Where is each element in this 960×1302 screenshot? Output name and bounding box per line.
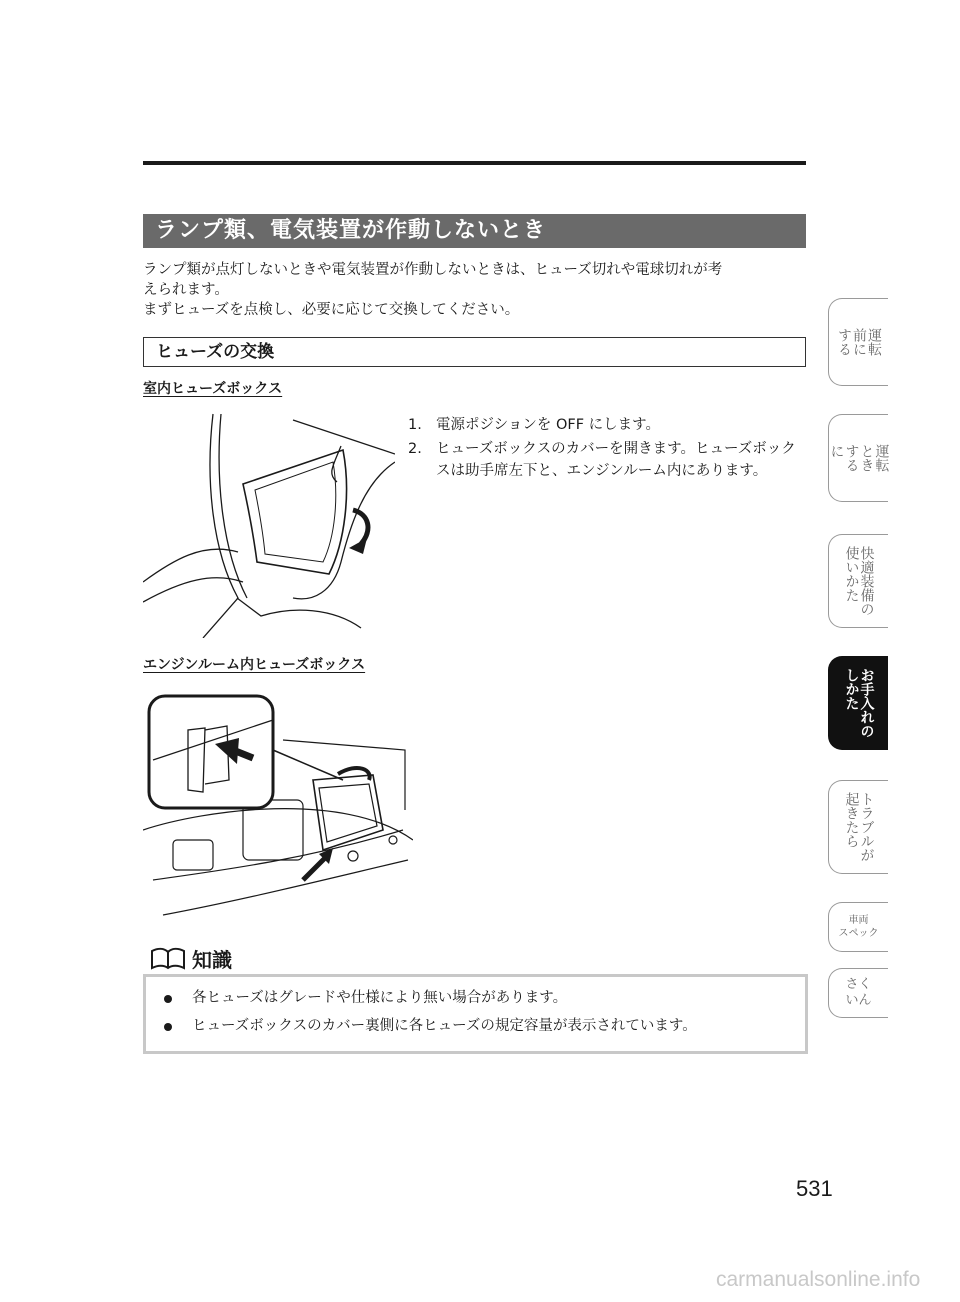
tab-maintenance[interactable] [828,656,888,750]
knowledge-heading [150,944,232,973]
list-item [160,1017,791,1036]
knowledge-item-text: ヒューズボックスのカバー裏側に各ヒューズの規定容量が表示されています。 [192,1018,697,1034]
section-title: ランプ類、電気装置が作動しないとき [143,214,806,248]
tab-label: さく いん [845,977,872,1008]
intro-text [143,260,808,320]
tab-label: 快適装備の 使いかた [843,546,875,616]
knowledge-item-text: 各ヒューズはグレードや仕様により無い場合があります。 [192,990,568,1006]
knowledge-title: 知識 [192,948,232,972]
step-text: 電源ポジションを OFF にします。 [436,417,660,433]
tab-label: 車両 スペック [838,915,879,939]
tab-index[interactable] [828,968,888,1018]
knowledge-box [143,974,808,1054]
page-number: 531 [796,1176,833,1201]
intro-line-2: えられます。 [143,282,229,298]
interior-fusebox-illustration [143,402,395,638]
step-item [408,414,808,436]
book-icon [150,947,186,971]
step-number: 2. [408,441,422,457]
tab-while-driving[interactable] [828,414,888,502]
tab-label: 運転 前に する [836,328,882,356]
watermark: carmanualsonline.info [716,1268,921,1291]
engine-fusebox-caption: エンジンルーム内ヒューズボックス [143,657,366,673]
interior-fusebox-caption: 室内ヒューズボックス [143,381,283,397]
steps-list [408,414,808,484]
step-text: ヒューズボックスのカバーを開きます。ヒューズボックスは助手席左下と、エンジンルーム内にあります。 [436,441,796,479]
tab-comfort-equipment[interactable] [828,534,888,628]
step-item [408,438,808,482]
tab-label: お手入れの しかた [843,668,875,738]
list-item [160,989,791,1008]
intro-line-3: まずヒューズを点検し、必要に応じて交換してください。 [143,302,520,318]
step-number: 1. [408,417,422,433]
bullet-icon [164,995,172,1003]
tab-vehicle-specs[interactable] [828,902,888,952]
tab-before-driving[interactable] [828,298,888,386]
subsection-title: ヒューズの交換 [143,337,806,367]
bullet-icon [164,1023,172,1031]
tab-troubleshooting[interactable] [828,780,888,874]
tab-label: トラブルが 起きたら [843,792,875,862]
top-rule [143,161,806,165]
tab-label: 運転 とき する に [828,444,890,472]
engine-fusebox-illustration [143,680,413,920]
intro-line-1: ランプ類が点灯しないときや電気装置が作動しないときは、ヒューズ切れや電球切れが考 [143,262,723,278]
